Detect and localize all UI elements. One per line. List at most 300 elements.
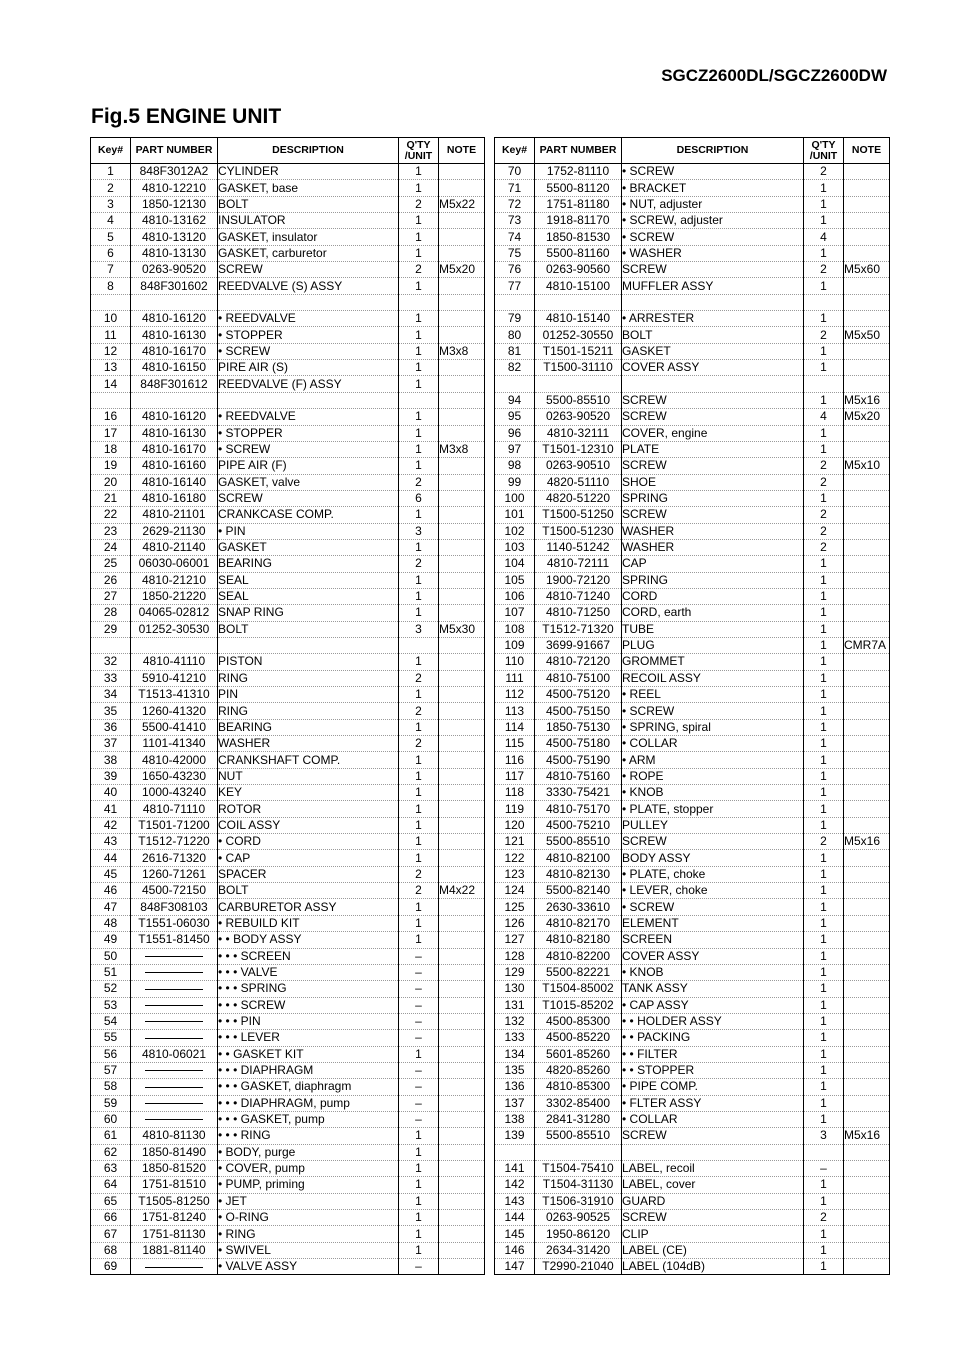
qty-cell: 1 <box>399 360 439 376</box>
part-number-cell: T1501-71200 <box>131 817 218 833</box>
table-row <box>495 1177 890 1193</box>
table-row <box>91 621 485 637</box>
part-number-cell: 4810-21101 <box>131 507 218 523</box>
qty-cell: – <box>804 1160 844 1176</box>
part-number-cell: 1101-41340 <box>131 736 218 752</box>
note-cell: M3x8 <box>439 441 485 457</box>
table-row <box>495 1095 890 1111</box>
description-cell: WASHER <box>622 539 804 555</box>
note-cell <box>439 785 485 801</box>
no-part-number-line <box>145 1267 203 1268</box>
note-cell <box>844 360 890 376</box>
part-number-cell: 848F301602 <box>131 278 218 294</box>
part-number-cell: 5910-41210 <box>131 670 218 686</box>
table-row <box>495 392 890 408</box>
header-note: NOTE <box>844 138 890 164</box>
key-cell: 141 <box>495 1160 535 1176</box>
note-cell <box>844 1193 890 1209</box>
description-cell: SCREW <box>622 1128 804 1144</box>
table-row <box>91 1259 485 1275</box>
table-row <box>91 981 485 997</box>
table-row <box>91 311 485 327</box>
qty-cell: 1 <box>399 899 439 915</box>
parts-table-left <box>90 137 485 1275</box>
key-cell: 100 <box>495 490 535 506</box>
part-number-cell: 4810-82170 <box>535 915 622 931</box>
part-number-cell: 4810-41110 <box>131 654 218 670</box>
table-row <box>495 294 890 310</box>
no-part-number-line <box>145 1087 203 1088</box>
part-number-cell: 4820-51110 <box>535 474 622 490</box>
table-row <box>495 866 890 882</box>
note-cell <box>439 1095 485 1111</box>
note-cell <box>844 948 890 964</box>
note-cell <box>439 425 485 441</box>
qty-cell: – <box>399 964 439 980</box>
table-row <box>91 1046 485 1062</box>
key-cell: 76 <box>495 262 535 278</box>
qty-cell: 1 <box>804 1013 844 1029</box>
key-cell: 112 <box>495 687 535 703</box>
description-cell: • • FILTER <box>622 1046 804 1062</box>
key-cell: 11 <box>91 327 131 343</box>
table-row <box>495 1128 890 1144</box>
part-number-cell: 4810-32111 <box>535 425 622 441</box>
table-row <box>495 523 890 539</box>
no-part-number-line <box>145 1070 203 1071</box>
note-cell <box>844 752 890 768</box>
key-cell: 124 <box>495 883 535 899</box>
note-cell <box>439 1177 485 1193</box>
note-cell <box>439 1111 485 1127</box>
part-number-cell: 1881-81140 <box>131 1242 218 1258</box>
qty-cell: 1 <box>399 164 439 180</box>
note-cell <box>844 343 890 359</box>
table-row <box>91 425 485 441</box>
table-row <box>91 507 485 523</box>
key-cell: 4 <box>91 213 131 229</box>
qty-cell: 1 <box>399 850 439 866</box>
table-row <box>495 180 890 196</box>
qty-cell: 1 <box>804 736 844 752</box>
qty-cell: 2 <box>804 458 844 474</box>
description-cell: • PLATE, choke <box>622 866 804 882</box>
description-cell: ELEMENT <box>622 915 804 931</box>
table-row <box>91 474 485 490</box>
table-row <box>495 1079 890 1095</box>
table-row <box>91 343 485 359</box>
description-cell: SCREW <box>622 262 804 278</box>
key-cell: 56 <box>91 1046 131 1062</box>
table-row <box>495 196 890 212</box>
qty-cell: 2 <box>399 262 439 278</box>
description-cell: • SWIVEL <box>218 1242 399 1258</box>
table-row <box>495 556 890 572</box>
no-part-number-line <box>145 1119 203 1120</box>
key-cell <box>495 294 535 310</box>
part-number-cell: T1512-71320 <box>535 621 622 637</box>
qty-cell: 1 <box>804 866 844 882</box>
key-cell <box>495 376 535 392</box>
table-row <box>91 294 485 310</box>
key-cell: 49 <box>91 932 131 948</box>
description-cell: BOLT <box>218 621 399 637</box>
table-row <box>495 213 890 229</box>
table-row <box>495 752 890 768</box>
note-cell <box>844 981 890 997</box>
table-row <box>91 1242 485 1258</box>
qty-cell: 2 <box>399 866 439 882</box>
note-cell: M5x20 <box>439 262 485 278</box>
key-cell: 57 <box>91 1062 131 1078</box>
description-cell: • • STOPPER <box>622 1062 804 1078</box>
note-cell <box>439 687 485 703</box>
part-number-cell: 1850-75130 <box>535 719 622 735</box>
part-number-cell: T1015-85202 <box>535 997 622 1013</box>
part-number-cell: 1751-81130 <box>131 1226 218 1242</box>
key-cell: 22 <box>91 507 131 523</box>
note-cell <box>844 654 890 670</box>
description-cell <box>218 637 399 653</box>
key-cell: 104 <box>495 556 535 572</box>
part-number-cell: T1512-71220 <box>131 834 218 850</box>
key-cell: 72 <box>495 196 535 212</box>
description-cell: SEAL <box>218 572 399 588</box>
note-cell <box>439 1030 485 1046</box>
note-cell <box>844 474 890 490</box>
description-cell: • BRACKET <box>622 180 804 196</box>
qty-cell: 2 <box>399 474 439 490</box>
description-cell: PLATE <box>622 441 804 457</box>
note-cell <box>844 1095 890 1111</box>
description-cell: TUBE <box>622 621 804 637</box>
note-cell <box>844 1144 890 1160</box>
key-cell: 33 <box>91 670 131 686</box>
parts-table-left-body <box>91 164 485 1275</box>
key-cell: 5 <box>91 229 131 245</box>
part-number-cell: 4810-16130 <box>131 425 218 441</box>
table-row <box>91 850 485 866</box>
qty-cell: – <box>399 948 439 964</box>
key-cell: 147 <box>495 1259 535 1275</box>
note-cell: M5x10 <box>844 458 890 474</box>
description-cell: COIL ASSY <box>218 817 399 833</box>
qty-cell: 1 <box>804 932 844 948</box>
note-cell <box>844 425 890 441</box>
description-cell: CRANKCASE COMP. <box>218 507 399 523</box>
description-cell: • • • DIAPHRAGM <box>218 1062 399 1078</box>
note-cell <box>439 360 485 376</box>
note-cell: M5x16 <box>844 392 890 408</box>
note-cell <box>844 932 890 948</box>
qty-cell: 1 <box>804 1193 844 1209</box>
key-cell: 120 <box>495 817 535 833</box>
part-number-cell: T1504-31130 <box>535 1177 622 1193</box>
qty-cell: 2 <box>804 327 844 343</box>
table-row <box>495 637 890 653</box>
part-number-cell: 4500-75120 <box>535 687 622 703</box>
note-cell <box>439 556 485 572</box>
key-cell <box>91 637 131 653</box>
header-qty: Q'TY /UNIT <box>804 138 844 164</box>
note-cell <box>439 899 485 915</box>
table-row <box>91 736 485 752</box>
qty-cell: 1 <box>399 785 439 801</box>
table-row <box>91 948 485 964</box>
table-row <box>495 425 890 441</box>
part-number-cell: 1650-43230 <box>131 768 218 784</box>
table-row <box>91 1062 485 1078</box>
table-row <box>91 670 485 686</box>
qty-cell: 1 <box>804 278 844 294</box>
description-cell: • REEDVALVE <box>218 409 399 425</box>
model-number: SGCZ2600DL/SGCZ2600DW <box>661 66 887 85</box>
note-cell <box>844 490 890 506</box>
part-number-cell: 2616-71320 <box>131 850 218 866</box>
note-cell: M5x22 <box>439 196 485 212</box>
part-number-cell: 4500-85300 <box>535 1013 622 1029</box>
description-cell: • • GASKET KIT <box>218 1046 399 1062</box>
note-cell <box>844 245 890 261</box>
key-cell: 119 <box>495 801 535 817</box>
key-cell: 135 <box>495 1062 535 1078</box>
note-cell <box>439 1144 485 1160</box>
description-cell: • • BODY ASSY <box>218 932 399 948</box>
key-cell: 115 <box>495 736 535 752</box>
qty-cell: 1 <box>804 687 844 703</box>
part-number-cell: 4810-75170 <box>535 801 622 817</box>
qty-cell: 1 <box>804 817 844 833</box>
note-cell <box>844 507 890 523</box>
part-number-cell: 01252-30550 <box>535 327 622 343</box>
part-number-cell: T1500-51230 <box>535 523 622 539</box>
qty-cell: 1 <box>804 1177 844 1193</box>
key-cell: 71 <box>495 180 535 196</box>
qty-cell: 1 <box>399 1144 439 1160</box>
description-cell: • FLTER ASSY <box>622 1095 804 1111</box>
table-row <box>495 572 890 588</box>
description-cell: GUARD <box>622 1193 804 1209</box>
table-row <box>91 490 485 506</box>
key-cell <box>91 294 131 310</box>
table-row <box>91 1177 485 1193</box>
note-cell <box>439 409 485 425</box>
description-cell <box>622 294 804 310</box>
key-cell: 46 <box>91 883 131 899</box>
table-row <box>495 490 890 506</box>
table-row <box>91 1079 485 1095</box>
qty-cell: 1 <box>399 719 439 735</box>
description-cell: • SCREW <box>218 441 399 457</box>
note-cell <box>439 311 485 327</box>
table-row <box>91 392 485 408</box>
key-cell: 95 <box>495 409 535 425</box>
note-cell <box>439 1062 485 1078</box>
table-row <box>91 360 485 376</box>
description-cell: CARBURETOR ASSY <box>218 899 399 915</box>
table-row <box>91 556 485 572</box>
description-cell: COVER ASSY <box>622 948 804 964</box>
note-cell <box>439 245 485 261</box>
table-row <box>91 687 485 703</box>
table-row <box>495 262 890 278</box>
note-cell <box>844 915 890 931</box>
qty-cell: 2 <box>804 262 844 278</box>
qty-cell: 1 <box>804 948 844 964</box>
part-number-cell: T1501-12310 <box>535 441 622 457</box>
note-cell <box>844 1160 890 1176</box>
note-cell <box>844 621 890 637</box>
header-qty: Q'TY /UNIT <box>399 138 439 164</box>
qty-cell: 1 <box>804 556 844 572</box>
table-row <box>91 1160 485 1176</box>
table-row <box>91 964 485 980</box>
key-cell: 99 <box>495 474 535 490</box>
description-cell: • CORD <box>218 834 399 850</box>
description-cell: PLUG <box>622 637 804 653</box>
key-cell: 138 <box>495 1111 535 1127</box>
description-cell: REEDVALVE (F) ASSY <box>218 376 399 392</box>
note-cell: M3x8 <box>439 343 485 359</box>
note-cell <box>844 1242 890 1258</box>
part-number-cell: 4820-85260 <box>535 1062 622 1078</box>
part-number-cell: 4810-06021 <box>131 1046 218 1062</box>
part-number-cell: 4810-82100 <box>535 850 622 866</box>
table-row <box>91 458 485 474</box>
part-number-cell: 0263-90525 <box>535 1210 622 1226</box>
header-part-number: PART NUMBER <box>131 138 218 164</box>
description-cell: • SCREW <box>218 343 399 359</box>
no-part-number-line <box>145 956 203 957</box>
key-cell: 17 <box>91 425 131 441</box>
description-cell <box>622 1144 804 1160</box>
part-number-cell: 4810-16170 <box>131 441 218 457</box>
qty-cell <box>399 294 439 310</box>
table-row <box>91 605 485 621</box>
key-cell: 50 <box>91 948 131 964</box>
note-cell <box>844 229 890 245</box>
qty-cell: 6 <box>399 490 439 506</box>
description-cell: • BODY, purge <box>218 1144 399 1160</box>
part-number-cell: 5500-85510 <box>535 834 622 850</box>
note-cell <box>439 915 485 931</box>
qty-cell: 2 <box>399 736 439 752</box>
part-number-cell: 4810-72120 <box>535 654 622 670</box>
part-number-cell: T1500-51250 <box>535 507 622 523</box>
key-cell: 118 <box>495 785 535 801</box>
part-number-cell <box>131 1079 218 1095</box>
key-cell: 134 <box>495 1046 535 1062</box>
key-cell: 94 <box>495 392 535 408</box>
key-cell: 3 <box>91 196 131 212</box>
qty-cell: 1 <box>804 850 844 866</box>
description-cell: NUT <box>218 768 399 784</box>
note-cell <box>844 605 890 621</box>
qty-cell: 2 <box>399 883 439 899</box>
part-number-cell: 1900-72120 <box>535 572 622 588</box>
key-cell: 38 <box>91 752 131 768</box>
description-cell: BOLT <box>218 196 399 212</box>
key-cell: 70 <box>495 164 535 180</box>
parts-table-right <box>494 137 890 1275</box>
key-cell: 48 <box>91 915 131 931</box>
part-number-cell: T1500-31110 <box>535 360 622 376</box>
description-cell: • PIPE COMP. <box>622 1079 804 1095</box>
part-number-cell: 4810-16150 <box>131 360 218 376</box>
qty-cell: 2 <box>804 474 844 490</box>
description-cell: INSULATOR <box>218 213 399 229</box>
table-row <box>91 899 485 915</box>
key-cell: 133 <box>495 1030 535 1046</box>
description-cell: GASKET, valve <box>218 474 399 490</box>
part-number-cell: 4810-71240 <box>535 588 622 604</box>
description-cell: • ARRESTER <box>622 311 804 327</box>
key-cell: 146 <box>495 1242 535 1258</box>
table-row <box>495 948 890 964</box>
qty-cell: 1 <box>804 490 844 506</box>
description-cell: SPRING <box>622 572 804 588</box>
note-cell <box>439 1128 485 1144</box>
part-number-cell: 01252-30530 <box>131 621 218 637</box>
description-cell: SCREW <box>622 507 804 523</box>
description-cell <box>218 294 399 310</box>
part-number-cell: 4810-82200 <box>535 948 622 964</box>
header-key: Key# <box>91 138 131 164</box>
qty-cell: 1 <box>804 425 844 441</box>
description-cell: • O-RING <box>218 1210 399 1226</box>
part-number-cell: 5500-82140 <box>535 883 622 899</box>
table-row <box>495 474 890 490</box>
no-part-number-line <box>145 972 203 973</box>
key-cell: 25 <box>91 556 131 572</box>
qty-cell: 1 <box>804 245 844 261</box>
description-cell: • PLATE, stopper <box>622 801 804 817</box>
note-cell <box>439 932 485 948</box>
table-row <box>91 1128 485 1144</box>
table-row <box>495 164 890 180</box>
description-cell: GASKET, carburetor <box>218 245 399 261</box>
key-cell: 117 <box>495 768 535 784</box>
note-cell <box>844 883 890 899</box>
part-number-cell: 4810-13130 <box>131 245 218 261</box>
description-cell: CLIP <box>622 1226 804 1242</box>
note-cell <box>844 964 890 980</box>
note-cell <box>439 637 485 653</box>
description-cell: • SCREW <box>622 899 804 915</box>
qty-cell: 2 <box>804 1210 844 1226</box>
qty-cell: 1 <box>804 1111 844 1127</box>
description-cell: GASKET, base <box>218 180 399 196</box>
description-cell: SCREW <box>622 392 804 408</box>
part-number-cell: 0263-90520 <box>131 262 218 278</box>
description-cell: • SCREW <box>622 229 804 245</box>
note-cell <box>439 507 485 523</box>
table-row <box>495 719 890 735</box>
part-number-cell: 4810-81130 <box>131 1128 218 1144</box>
note-cell <box>439 474 485 490</box>
note-cell <box>439 817 485 833</box>
table-row <box>91 1144 485 1160</box>
part-number-cell: 4810-42000 <box>131 752 218 768</box>
qty-cell: 1 <box>804 311 844 327</box>
description-cell: • • • SCREW <box>218 997 399 1013</box>
key-cell: 58 <box>91 1079 131 1095</box>
table-row <box>495 376 890 392</box>
note-cell <box>439 736 485 752</box>
table-row <box>91 883 485 899</box>
note-cell <box>439 654 485 670</box>
note-cell: M5x60 <box>844 262 890 278</box>
